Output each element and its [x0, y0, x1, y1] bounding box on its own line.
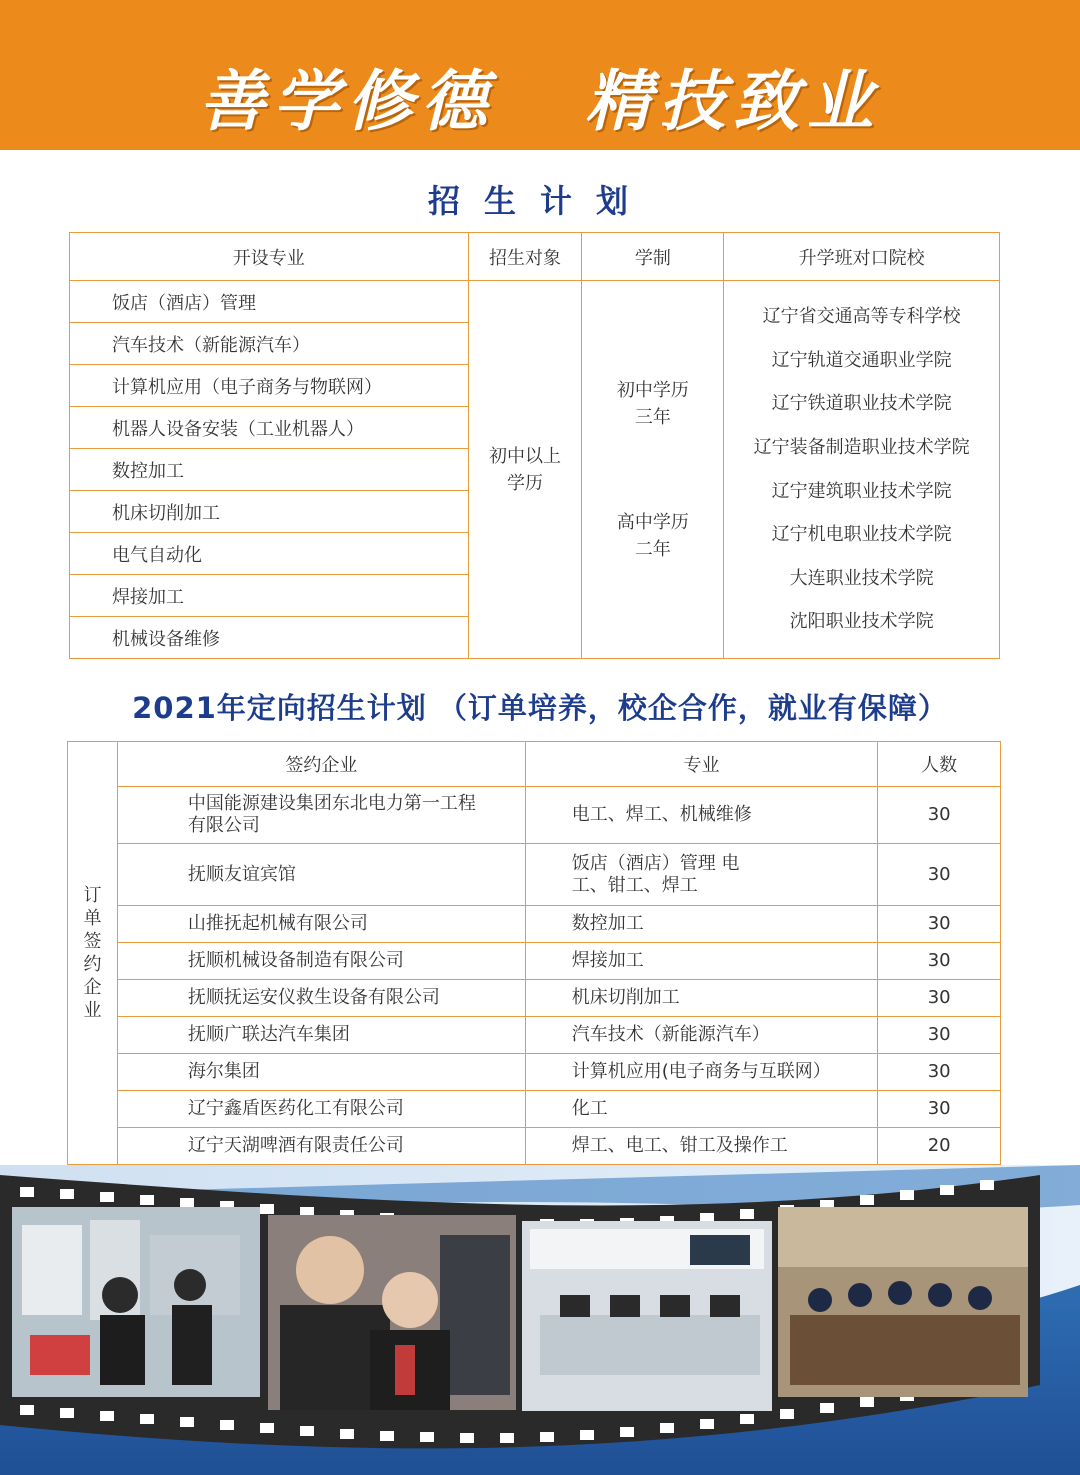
- plan-major: 机床切削加工: [70, 491, 469, 533]
- order-count: 30: [878, 1091, 1001, 1128]
- order-major: 电工、焊工、机械维修: [525, 787, 878, 844]
- motto-left: 善学修德: [199, 62, 495, 140]
- order-company: 抚顺友谊宾馆: [117, 844, 525, 906]
- order-count: 30: [878, 943, 1001, 980]
- order-side-label: [68, 742, 118, 1165]
- order-row: [68, 1128, 1001, 1165]
- order-company: 抚顺抚运安仪救生设备有限公司: [117, 980, 525, 1017]
- order-count: 30: [878, 1017, 1001, 1054]
- enrollment-plan-title: 招生计划: [427, 182, 652, 220]
- order-company: 辽宁天湖啤酒有限责任公司: [117, 1128, 525, 1165]
- plan-school: 辽宁轨道交通职业学院: [771, 349, 952, 371]
- order-company-text: 中国能源建设集团东北电力第一工程有限公司: [187, 793, 476, 836]
- order-company: 抚顺机械设备制造有限公司: [117, 943, 525, 980]
- plan-header-schools: 升学班对口院校: [724, 233, 1000, 281]
- plan-major: 汽车技术（新能源汽车）: [70, 323, 469, 365]
- photo-lab-training: [12, 1207, 260, 1397]
- order-row: [68, 1017, 1001, 1054]
- order-row: [68, 787, 1001, 844]
- order-company: 山推抚起机械有限公司: [117, 906, 525, 943]
- plan-duration: [582, 281, 724, 659]
- plan-target-line1: 初中以上: [489, 445, 562, 467]
- plan-duration-line3: 高中学历: [616, 511, 689, 533]
- order-major: 计算机应用(电子商务与互联网）: [525, 1054, 878, 1091]
- order-row: [68, 844, 1001, 906]
- plan-school: 辽宁省交通高等专科学校: [762, 306, 961, 328]
- order-count: 30: [878, 844, 1001, 906]
- plan-school: 辽宁装备制造职业技术学院: [753, 436, 970, 458]
- film-strip-decoration: [0, 1165, 1080, 1475]
- plan-header-row: [70, 233, 1000, 281]
- order-header-row: [68, 742, 1001, 787]
- order-major: 化工: [525, 1091, 878, 1128]
- plan-header-duration: 学制: [582, 233, 724, 281]
- plan-school: 辽宁机电职业技术学院: [771, 524, 952, 546]
- plan-major: 电气自动化: [70, 533, 469, 575]
- photo-teacher-student: [268, 1215, 516, 1410]
- plan-major: 焊接加工: [70, 575, 469, 617]
- order-side-label-text: 订单签约企业: [83, 885, 102, 1021]
- plan-header-target: 招生对象: [468, 233, 582, 281]
- order-training-table: [67, 741, 1001, 1165]
- plan-duration-line4: 二年: [634, 538, 671, 560]
- order-header-count: 人数: [878, 742, 1001, 787]
- order-plan-title: 2021年定向招生计划 （订单培养，校企合作，就业有保障）: [132, 691, 948, 725]
- plan-target-line2: 学历: [507, 472, 544, 494]
- order-company: 海尔集团: [117, 1054, 525, 1091]
- plan-school: 辽宁建筑职业技术学院: [771, 480, 952, 502]
- plan-school: 辽宁铁道职业技术学院: [771, 393, 952, 415]
- photo-classroom: [778, 1207, 1028, 1397]
- order-count: 20: [878, 1128, 1001, 1165]
- order-company: 辽宁鑫盾医药化工有限公司: [117, 1091, 525, 1128]
- order-header-major: 专业: [525, 742, 878, 787]
- plan-major: 机械设备维修: [70, 617, 469, 659]
- order-company: 抚顺广联达汽车集团: [117, 1017, 525, 1054]
- plan-row: [70, 281, 1000, 323]
- order-major: 焊接加工: [525, 943, 878, 980]
- order-row: [68, 1054, 1001, 1091]
- photo-computer-room: [522, 1221, 772, 1411]
- plan-school: 沈阳职业技术学院: [789, 611, 934, 633]
- enrollment-plan-table: [69, 232, 1000, 659]
- plan-major: 机器人设备安装（工业机器人）: [70, 407, 469, 449]
- plan-header-major: 开设专业: [70, 233, 469, 281]
- order-row: [68, 943, 1001, 980]
- plan-target: [468, 281, 582, 659]
- school-motto: [0, 48, 1080, 143]
- order-major: 汽车技术（新能源汽车）: [525, 1017, 878, 1054]
- order-header-company: 签约企业: [117, 742, 525, 787]
- order-major: 机床切削加工: [525, 980, 878, 1017]
- order-row: [68, 1091, 1001, 1128]
- plan-major: 数控加工: [70, 449, 469, 491]
- order-company: [117, 787, 525, 844]
- plan-major: 饭店（酒店）管理: [70, 281, 469, 323]
- order-count: 30: [878, 787, 1001, 844]
- plan-major: 计算机应用（电子商务与物联网）: [70, 365, 469, 407]
- order-major: 数控加工: [525, 906, 878, 943]
- order-count: 30: [878, 906, 1001, 943]
- order-row: [68, 906, 1001, 943]
- plan-schools: [724, 281, 1000, 659]
- order-major-text: 饭店（酒店）管理 电工、钳工、焊工: [571, 852, 740, 896]
- plan-school: 大连职业技术学院: [789, 567, 934, 589]
- order-count: 30: [878, 1054, 1001, 1091]
- order-major: [525, 844, 878, 906]
- plan-duration-line2: 三年: [634, 406, 671, 428]
- order-major: 焊工、电工、钳工及操作工: [525, 1128, 878, 1165]
- order-count: 30: [878, 980, 1001, 1017]
- order-row: [68, 980, 1001, 1017]
- motto-right: 精技致业: [585, 62, 881, 140]
- plan-duration-line1: 初中学历: [616, 379, 689, 401]
